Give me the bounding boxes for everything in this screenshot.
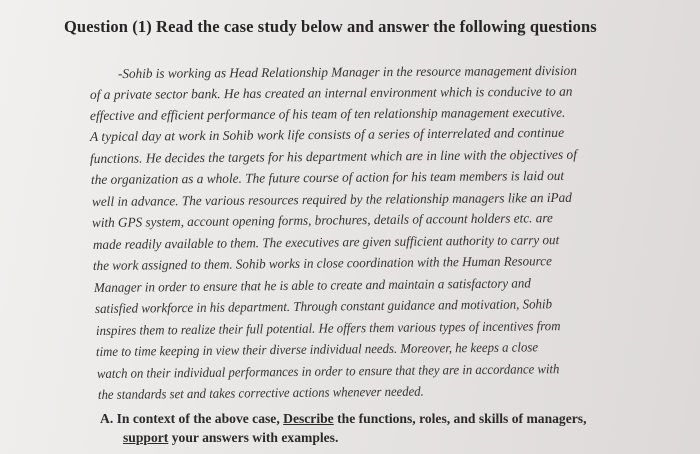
case-line: the work assigned to them. Sohib works in close coordination with the Human Resource [92, 253, 552, 273]
case-line: inspires them to realize their full potential. He offers them various types of incentives from [95, 318, 561, 338]
task-a-line1 [100, 411, 586, 427]
case-line: with GPS system, account opening forms, brochures, details of account holders etc. are [91, 210, 553, 230]
task-line2-rest: your answers with examples. [168, 430, 339, 445]
case-line: made readily available to them. The executives are given sufficient authority to carry out [92, 232, 560, 252]
case-line: time to time keeping in view their diverse individual needs. Moreover, he keeps a close [95, 339, 539, 359]
case-line: functions. He decides the targets for his department which are in line with the objectives of [89, 146, 577, 166]
case-line: effective and efficient performance of his team of ten relationship management executive. [89, 104, 566, 123]
case-line: the organization as a whole. The future course of action for his team members is laid out [90, 167, 565, 187]
task-verb-support: support [123, 430, 169, 445]
task-label: A. [100, 411, 114, 426]
task-text-before: In context of the above case, [116, 411, 284, 426]
question-heading: Question (1) Read the case study below and answer the following questions [64, 17, 597, 36]
case-line: A typical day at work in Sohib work life consists of a series of interrelated and continue [89, 124, 565, 144]
task-verb-describe: Describe [283, 411, 334, 426]
case-line: well in advance. The various resources required by the relationship managers like an iPad [91, 189, 572, 209]
case-line: -Sohib is working as Head Relationship Manager in the resource management division [117, 62, 577, 81]
task-text-after: the functions, roles, and skills of managers, [333, 411, 587, 426]
case-line: satisfied workforce in his department. Through constant guidance and motivation, Sohib [94, 296, 553, 316]
case-line: of a private sector bank. He has created an internal environment which is conducive to an [89, 83, 573, 102]
task-a-line2 [123, 430, 338, 446]
case-line: watch on their individual performances in order to ensure that they are in accordance with [96, 361, 560, 381]
case-line: the standards set and takes corrective actions whenever needed. [97, 383, 424, 402]
case-line: Manager in order to ensure that he is able to create and maintain a satisfactory and [93, 275, 531, 295]
